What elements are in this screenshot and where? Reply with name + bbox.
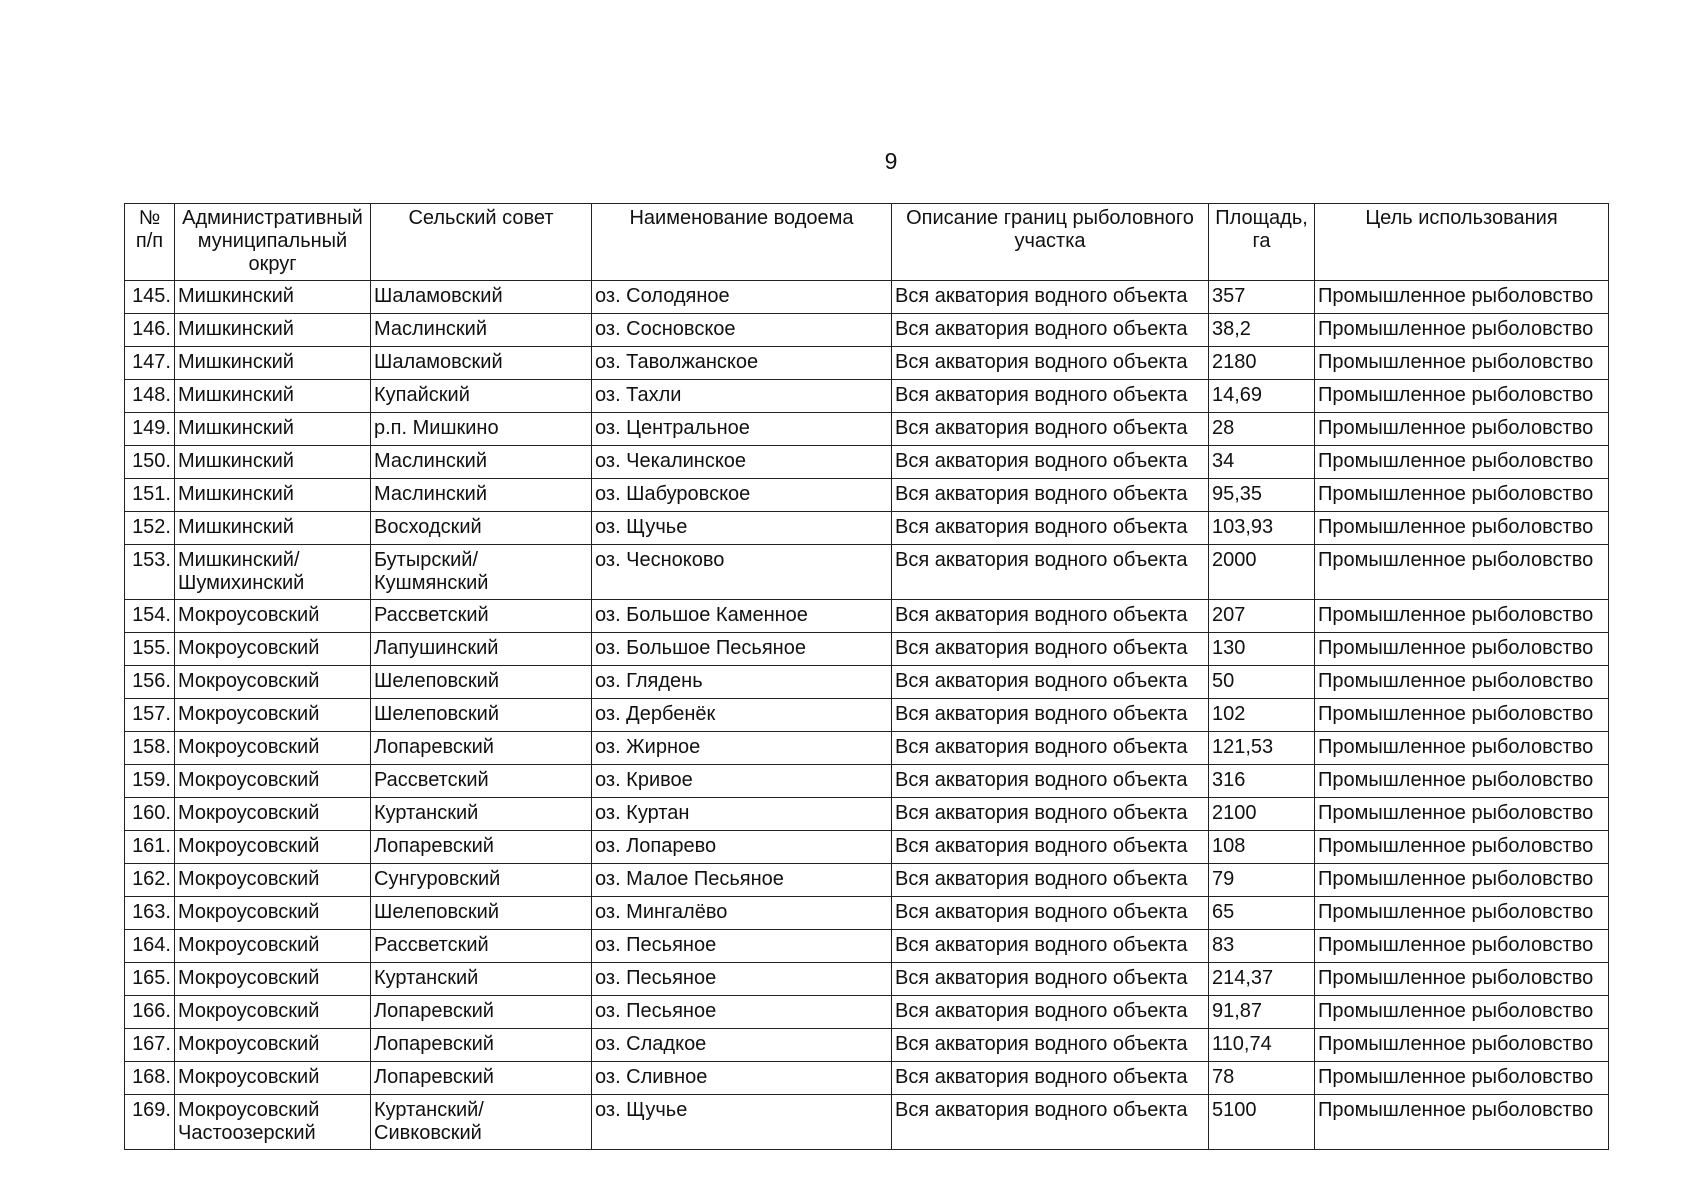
table-row — [125, 512, 1609, 545]
cell-purpose: Промышленное рыболовство — [1315, 600, 1609, 633]
cell-water-body: оз. Щучье — [592, 1095, 892, 1150]
table-row — [125, 831, 1609, 864]
cell-district: Мишкинский — [175, 512, 371, 545]
cell-row-number: 164. — [125, 930, 175, 963]
cell-area: 91,87 — [1209, 996, 1315, 1029]
cell-district: Мокроусовский Частоозерский — [175, 1095, 371, 1150]
cell-area: 110,74 — [1209, 1029, 1315, 1062]
cell-rural-council: Восходский — [371, 512, 592, 545]
cell-water-body: оз. Дербенёк — [592, 699, 892, 732]
cell-boundary-description: Вся акватория водного объекта — [892, 831, 1209, 864]
cell-boundary-description: Вся акватория водного объекта — [892, 732, 1209, 765]
cell-purpose: Промышленное рыболовство — [1315, 798, 1609, 831]
cell-water-body: оз. Лопарево — [592, 831, 892, 864]
cell-purpose: Промышленное рыболовство — [1315, 479, 1609, 512]
cell-boundary-description: Вся акватория водного объекта — [892, 963, 1209, 996]
cell-purpose: Промышленное рыболовство — [1315, 963, 1609, 996]
cell-rural-council: Лапушинский — [371, 633, 592, 666]
cell-area: 121,53 — [1209, 732, 1315, 765]
cell-rural-council: Куртанский — [371, 798, 592, 831]
cell-district: Мокроусовский — [175, 765, 371, 798]
cell-water-body: оз. Солодяное — [592, 281, 892, 314]
cell-water-body: оз. Куртан — [592, 798, 892, 831]
cell-district: Мокроусовский — [175, 666, 371, 699]
cell-purpose: Промышленное рыболовство — [1315, 930, 1609, 963]
table-row — [125, 963, 1609, 996]
cell-row-number: 160. — [125, 798, 175, 831]
table-row — [125, 930, 1609, 963]
cell-district: Мокроусовский — [175, 1062, 371, 1095]
header-district: Административный муниципальный округ — [175, 204, 371, 281]
cell-purpose: Промышленное рыболовство — [1315, 545, 1609, 600]
table-row — [125, 699, 1609, 732]
cell-rural-council: р.п. Мишкино — [371, 413, 592, 446]
cell-area: 95,35 — [1209, 479, 1315, 512]
cell-district: Мишкинский — [175, 413, 371, 446]
table-row — [125, 732, 1609, 765]
cell-district: Мокроусовский — [175, 633, 371, 666]
cell-rural-council: Маслинский — [371, 446, 592, 479]
cell-water-body: оз. Жирное — [592, 732, 892, 765]
cell-area: 102 — [1209, 699, 1315, 732]
cell-purpose: Промышленное рыболовство — [1315, 831, 1609, 864]
cell-boundary-description: Вся акватория водного объекта — [892, 996, 1209, 1029]
cell-water-body: оз. Большое Песьяное — [592, 633, 892, 666]
cell-district: Мишкинский — [175, 446, 371, 479]
cell-row-number: 162. — [125, 864, 175, 897]
cell-water-body: оз. Тахли — [592, 380, 892, 413]
cell-area: 14,69 — [1209, 380, 1315, 413]
cell-purpose: Промышленное рыболовство — [1315, 512, 1609, 545]
cell-row-number: 166. — [125, 996, 175, 1029]
cell-row-number: 148. — [125, 380, 175, 413]
cell-boundary-description: Вся акватория водного объекта — [892, 281, 1209, 314]
cell-row-number: 156. — [125, 666, 175, 699]
cell-boundary-description: Вся акватория водного объекта — [892, 699, 1209, 732]
cell-district: Мокроусовский — [175, 831, 371, 864]
table-row — [125, 347, 1609, 380]
cell-water-body: оз. Глядень — [592, 666, 892, 699]
cell-rural-council: Сунгуровский — [371, 864, 592, 897]
cell-water-body: оз. Малое Песьяное — [592, 864, 892, 897]
cell-row-number: 154. — [125, 600, 175, 633]
cell-area: 108 — [1209, 831, 1315, 864]
header-rural-council: Сельский совет — [371, 204, 592, 281]
cell-area: 130 — [1209, 633, 1315, 666]
cell-purpose: Промышленное рыболовство — [1315, 1095, 1609, 1150]
cell-boundary-description: Вся акватория водного объекта — [892, 446, 1209, 479]
cell-area: 2100 — [1209, 798, 1315, 831]
cell-area: 34 — [1209, 446, 1315, 479]
cell-district: Мишкинский — [175, 479, 371, 512]
cell-water-body: оз. Сладкое — [592, 1029, 892, 1062]
cell-water-body: оз. Большое Каменное — [592, 600, 892, 633]
cell-purpose: Промышленное рыболовство — [1315, 699, 1609, 732]
table-row — [125, 545, 1609, 600]
cell-row-number: 149. — [125, 413, 175, 446]
table-row — [125, 281, 1609, 314]
cell-area: 2000 — [1209, 545, 1315, 600]
cell-water-body: оз. Центральное — [592, 413, 892, 446]
table-row — [125, 380, 1609, 413]
cell-row-number: 161. — [125, 831, 175, 864]
header-boundary-description: Описание границ рыболовного участка — [892, 204, 1209, 281]
cell-row-number: 146. — [125, 314, 175, 347]
cell-purpose: Промышленное рыболовство — [1315, 413, 1609, 446]
table-row — [125, 633, 1609, 666]
cell-water-body: оз. Чекалинское — [592, 446, 892, 479]
cell-boundary-description: Вся акватория водного объекта — [892, 897, 1209, 930]
cell-district: Мокроусовский — [175, 930, 371, 963]
cell-rural-council: Бутырский/ Кушмянский — [371, 545, 592, 600]
cell-water-body: оз. Мингалёво — [592, 897, 892, 930]
cell-purpose: Промышленное рыболовство — [1315, 446, 1609, 479]
cell-water-body: оз. Кривое — [592, 765, 892, 798]
cell-purpose: Промышленное рыболовство — [1315, 314, 1609, 347]
table-row — [125, 765, 1609, 798]
cell-district: Мишкинский — [175, 347, 371, 380]
cell-row-number: 159. — [125, 765, 175, 798]
cell-water-body: оз. Щучье — [592, 512, 892, 545]
cell-row-number: 151. — [125, 479, 175, 512]
cell-boundary-description: Вся акватория водного объекта — [892, 864, 1209, 897]
table-header-row — [125, 204, 1609, 281]
cell-rural-council: Шелеповский — [371, 699, 592, 732]
cell-row-number: 167. — [125, 1029, 175, 1062]
cell-rural-council: Шелеповский — [371, 666, 592, 699]
cell-boundary-description: Вся акватория водного объекта — [892, 512, 1209, 545]
table-row — [125, 798, 1609, 831]
cell-area: 214,37 — [1209, 963, 1315, 996]
cell-purpose: Промышленное рыболовство — [1315, 666, 1609, 699]
cell-district: Мокроусовский — [175, 732, 371, 765]
cell-row-number: 169. — [125, 1095, 175, 1150]
cell-purpose: Промышленное рыболовство — [1315, 1029, 1609, 1062]
cell-water-body: оз. Сосновское — [592, 314, 892, 347]
cell-rural-council: Купайский — [371, 380, 592, 413]
cell-boundary-description: Вся акватория водного объекта — [892, 765, 1209, 798]
cell-boundary-description: Вся акватория водного объекта — [892, 545, 1209, 600]
cell-purpose: Промышленное рыболовство — [1315, 765, 1609, 798]
cell-district: Мокроусовский — [175, 864, 371, 897]
cell-purpose: Промышленное рыболовство — [1315, 897, 1609, 930]
header-purpose: Цель использования — [1315, 204, 1609, 281]
cell-water-body: оз. Таволжанское — [592, 347, 892, 380]
table-row — [125, 446, 1609, 479]
cell-district: Мишкинский — [175, 281, 371, 314]
cell-row-number: 168. — [125, 1062, 175, 1095]
cell-area: 316 — [1209, 765, 1315, 798]
cell-area: 357 — [1209, 281, 1315, 314]
cell-purpose: Промышленное рыболовство — [1315, 996, 1609, 1029]
cell-row-number: 152. — [125, 512, 175, 545]
cell-district: Мокроусовский — [175, 996, 371, 1029]
cell-row-number: 165. — [125, 963, 175, 996]
cell-purpose: Промышленное рыболовство — [1315, 347, 1609, 380]
cell-water-body: оз. Сливное — [592, 1062, 892, 1095]
cell-district: Мокроусовский — [175, 963, 371, 996]
table-row — [125, 413, 1609, 446]
cell-boundary-description: Вся акватория водного объекта — [892, 1062, 1209, 1095]
cell-boundary-description: Вся акватория водного объекта — [892, 413, 1209, 446]
cell-rural-council: Маслинский — [371, 479, 592, 512]
cell-area: 38,2 — [1209, 314, 1315, 347]
cell-rural-council: Шаламовский — [371, 347, 592, 380]
cell-district: Мокроусовский — [175, 600, 371, 633]
cell-row-number: 163. — [125, 897, 175, 930]
cell-boundary-description: Вся акватория водного объекта — [892, 798, 1209, 831]
header-area: Площадь, га — [1209, 204, 1315, 281]
table-row — [125, 479, 1609, 512]
cell-purpose: Промышленное рыболовство — [1315, 732, 1609, 765]
cell-water-body: оз. Песьяное — [592, 996, 892, 1029]
cell-area: 83 — [1209, 930, 1315, 963]
page-number: 9 — [884, 148, 898, 174]
cell-rural-council: Маслинский — [371, 314, 592, 347]
cell-rural-council: Лопаревский — [371, 732, 592, 765]
cell-district: Мишкинский — [175, 314, 371, 347]
cell-district: Мишкинский/ Шумихинский — [175, 545, 371, 600]
cell-boundary-description: Вся акватория водного объекта — [892, 633, 1209, 666]
cell-area: 50 — [1209, 666, 1315, 699]
table-row — [125, 864, 1609, 897]
cell-rural-council: Рассветский — [371, 765, 592, 798]
cell-rural-council: Куртанский — [371, 963, 592, 996]
cell-boundary-description: Вся акватория водного объекта — [892, 666, 1209, 699]
cell-water-body: оз. Песьяное — [592, 930, 892, 963]
cell-boundary-description: Вся акватория водного объекта — [892, 930, 1209, 963]
cell-rural-council: Куртанский/ Сивковский — [371, 1095, 592, 1150]
cell-rural-council: Шаламовский — [371, 281, 592, 314]
cell-rural-council: Лопаревский — [371, 831, 592, 864]
cell-row-number: 157. — [125, 699, 175, 732]
cell-district: Мокроусовский — [175, 798, 371, 831]
table-row — [125, 1095, 1609, 1150]
cell-row-number: 153. — [125, 545, 175, 600]
cell-boundary-description: Вся акватория водного объекта — [892, 380, 1209, 413]
cell-row-number: 155. — [125, 633, 175, 666]
cell-purpose: Промышленное рыболовство — [1315, 864, 1609, 897]
table-row — [125, 666, 1609, 699]
table-row — [125, 1029, 1609, 1062]
cell-purpose: Промышленное рыболовство — [1315, 633, 1609, 666]
table-body — [125, 281, 1609, 1150]
cell-boundary-description: Вся акватория водного объекта — [892, 1095, 1209, 1150]
cell-row-number: 158. — [125, 732, 175, 765]
cell-area: 79 — [1209, 864, 1315, 897]
cell-row-number: 147. — [125, 347, 175, 380]
cell-area: 28 — [1209, 413, 1315, 446]
table-row — [125, 314, 1609, 347]
cell-row-number: 145. — [125, 281, 175, 314]
cell-water-body: оз. Шабуровское — [592, 479, 892, 512]
cell-rural-council: Лопаревский — [371, 996, 592, 1029]
table-row — [125, 897, 1609, 930]
cell-area: 65 — [1209, 897, 1315, 930]
header-number: № п/п — [125, 204, 175, 281]
cell-district: Мишкинский — [175, 380, 371, 413]
cell-area: 78 — [1209, 1062, 1315, 1095]
cell-area: 103,93 — [1209, 512, 1315, 545]
cell-rural-council: Рассветский — [371, 930, 592, 963]
cell-boundary-description: Вся акватория водного объекта — [892, 347, 1209, 380]
cell-rural-council: Лопаревский — [371, 1062, 592, 1095]
cell-area: 2180 — [1209, 347, 1315, 380]
cell-rural-council: Рассветский — [371, 600, 592, 633]
fishing-areas-table — [124, 203, 1609, 1150]
header-water-body: Наименование водоема — [592, 204, 892, 281]
cell-purpose: Промышленное рыболовство — [1315, 1062, 1609, 1095]
cell-district: Мокроусовский — [175, 897, 371, 930]
cell-boundary-description: Вся акватория водного объекта — [892, 1029, 1209, 1062]
cell-area: 5100 — [1209, 1095, 1315, 1150]
table-row — [125, 600, 1609, 633]
cell-water-body: оз. Чесноково — [592, 545, 892, 600]
cell-purpose: Промышленное рыболовство — [1315, 380, 1609, 413]
cell-boundary-description: Вся акватория водного объекта — [892, 479, 1209, 512]
cell-rural-council: Шелеповский — [371, 897, 592, 930]
cell-water-body: оз. Песьяное — [592, 963, 892, 996]
cell-row-number: 150. — [125, 446, 175, 479]
cell-purpose: Промышленное рыболовство — [1315, 281, 1609, 314]
table-row — [125, 1062, 1609, 1095]
cell-rural-council: Лопаревский — [371, 1029, 592, 1062]
cell-district: Мокроусовский — [175, 1029, 371, 1062]
cell-boundary-description: Вся акватория водного объекта — [892, 600, 1209, 633]
cell-boundary-description: Вся акватория водного объекта — [892, 314, 1209, 347]
cell-district: Мокроусовский — [175, 699, 371, 732]
table-row — [125, 996, 1609, 1029]
cell-area: 207 — [1209, 600, 1315, 633]
